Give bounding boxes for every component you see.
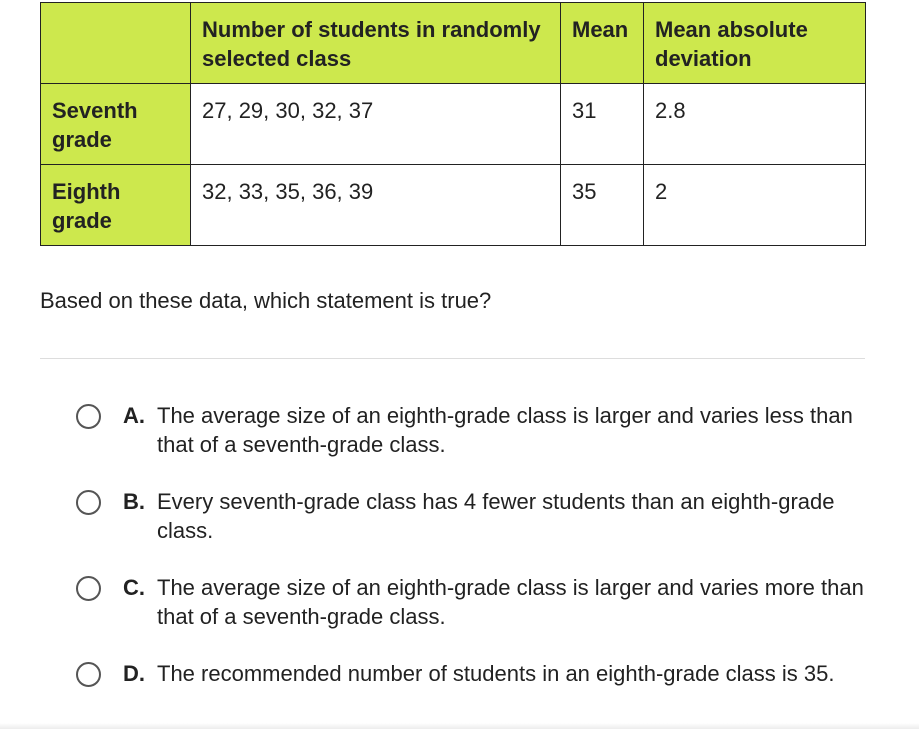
- row-label-eighth-grade: Eighth grade: [41, 165, 191, 246]
- answer-option-c[interactable]: [76, 573, 876, 631]
- option-text: The recommended number of students in an eighth-grade class is 35.: [157, 661, 835, 686]
- table-header-corner: [41, 3, 191, 84]
- answer-option-b[interactable]: [76, 487, 876, 545]
- table-row: [41, 165, 866, 246]
- option-letter: A.: [123, 403, 145, 428]
- table-header-row: [41, 3, 866, 84]
- option-letter: B.: [123, 489, 145, 514]
- answer-option-a[interactable]: [76, 401, 876, 459]
- table-header-students: Number of students in randomly selected class: [191, 3, 561, 84]
- option-letter: C.: [123, 575, 145, 600]
- cell-mean: 31: [561, 84, 644, 165]
- table-header-mean: Mean: [561, 3, 644, 84]
- question-text: Based on these data, which statement is true?: [40, 288, 492, 313]
- option-text: Every seventh-grade class has 4 fewer students than an eighth-grade class.: [157, 489, 835, 543]
- row-label-seventh-grade: Seventh grade: [41, 84, 191, 165]
- table-header-mad: Mean absolute deviation: [644, 3, 866, 84]
- option-text: The average size of an eighth-grade class is larger and varies less than that of a seventh-grade class.: [157, 403, 853, 457]
- bottom-edge: [0, 723, 919, 729]
- table-row: [41, 84, 866, 165]
- radio-button-icon[interactable]: [76, 662, 101, 687]
- answer-option-d[interactable]: [76, 659, 876, 688]
- cell-students: 32, 33, 35, 36, 39: [191, 165, 561, 246]
- cell-mad: 2: [644, 165, 866, 246]
- cell-students: 27, 29, 30, 32, 37: [191, 84, 561, 165]
- cell-mad: 2.8: [644, 84, 866, 165]
- option-text: The average size of an eighth-grade class is larger and varies more than that of a seventh-grade class.: [157, 575, 864, 629]
- radio-button-icon[interactable]: [76, 576, 101, 601]
- cell-mean: 35: [561, 165, 644, 246]
- option-letter: D.: [123, 661, 145, 686]
- divider: [40, 358, 865, 359]
- data-table: [40, 2, 866, 246]
- radio-button-icon[interactable]: [76, 490, 101, 515]
- radio-button-icon[interactable]: [76, 404, 101, 429]
